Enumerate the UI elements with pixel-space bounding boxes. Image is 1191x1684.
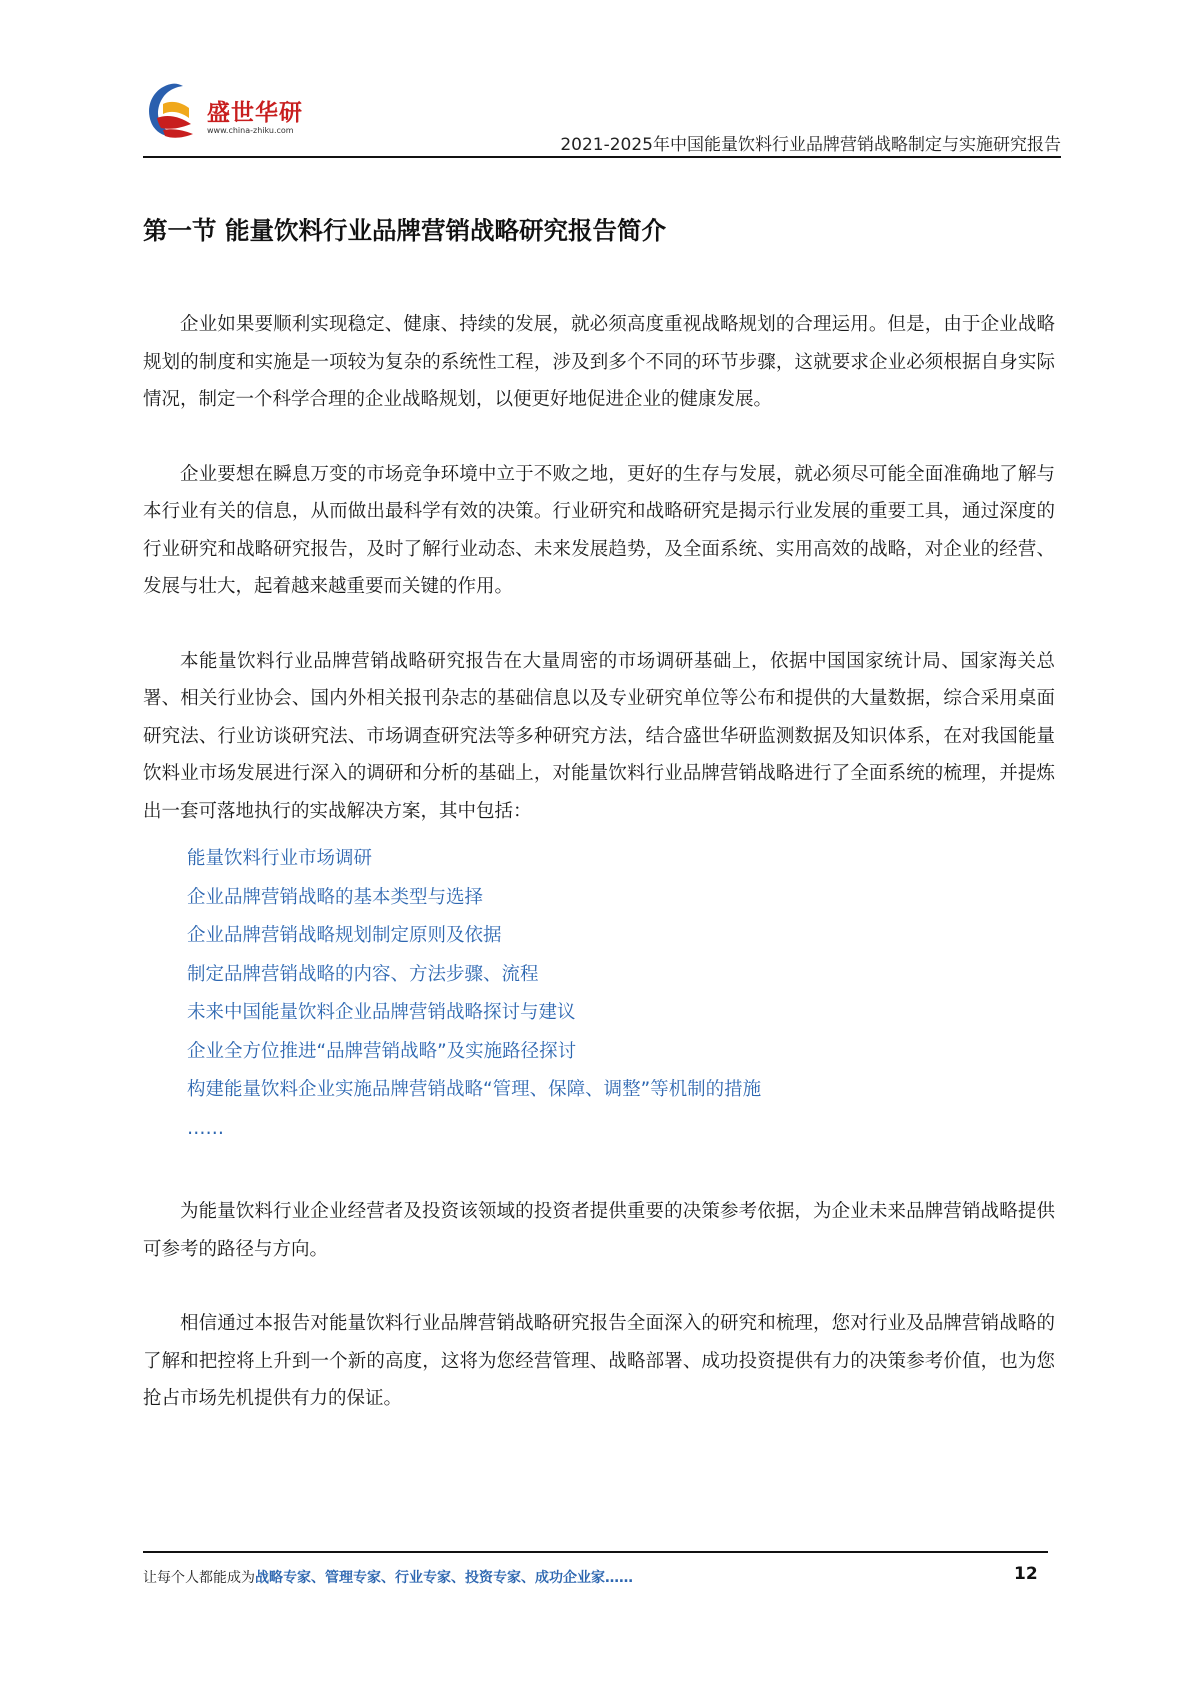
page-number: 12	[1014, 1564, 1038, 1584]
paragraph: 为能量饮料行业企业经营者及投资该领域的投资者提供重要的决策参考依据，为企业未来品牌营销战略提供可参考的路径与方向。	[143, 1201, 1055, 1260]
paragraph: 企业如果要顺利实现稳定、健康、持续的发展，就必须高度重视战略规划的合理运用。但是，由于企业战略规划的制度和实施是一项较为复杂的系统性工程，涉及到多个不同的环节步骤，这就要求企业必须根据自身实际情况，制定一个科学合理的企业战略规划，以便更好地促进企业的健康发展。	[143, 314, 1055, 410]
list-item-ellipsis: ……	[187, 1117, 224, 1139]
main-content	[143, 306, 1055, 1455]
list-item[interactable]: 企业品牌营销战略规划制定原则及依据	[187, 925, 502, 946]
page-header	[143, 78, 1061, 156]
list-item[interactable]: 企业全方位推进“品牌营销战略”及实施路径探讨	[187, 1040, 577, 1062]
logo	[143, 78, 313, 148]
paragraph: 相信通过本报告对能量饮料行业品牌营销战略研究报告全面深入的研究和梳理，您对行业及品牌营销战略的了解和把控将上升到一个新的高度，这将为您经营管理、战略部署、成功投资提供有力的决策参考价值，也为您抢占市场先机提供有力的保证。	[143, 1313, 1055, 1409]
logo-url: www.china-zhiku.com	[207, 126, 294, 135]
report-title: 2021-2025年中国能量饮料行业品牌营销战略制定与实施研究报告	[560, 135, 1061, 155]
section-title: 第一节 能量饮料行业品牌营销战略研究报告简介	[143, 216, 667, 245]
contents-list	[143, 840, 1055, 1148]
list-item[interactable]: 未来中国能量饮料企业品牌营销战略探讨与建议	[187, 1002, 576, 1023]
header-divider	[143, 156, 1061, 158]
footer-slogan	[143, 1567, 633, 1587]
paragraph: 本能量饮料行业品牌营销战略研究报告在大量周密的市场调研基础上，依据中国国家统计局、国家海关总署、相关行业协会、国内外相关报刊杂志的基础信息以及专业研究单位等公布和提供的大量数据，综合采用桌面研究法、行业访谈研究法、市场调查研究法等多种研究方法，结合盛世华研监测数据及知识体系，在对我国能量饮料业市场发展进行深入的调研和分析的基础上，对能量饮料行业品牌营销战略进行了全面系统的梳理，并提炼出一套可落地执行的实战解决方案，其中包括：	[143, 650, 1055, 822]
paragraph: 企业要想在瞬息万变的市场竞争环境中立于不败之地，更好的生存与发展，就必须尽可能全面准确地了解与本行业有关的信息，从而做出最科学有效的决策。行业研究和战略研究是揭示行业发展的重要工具，通过深度的行业研究和战略研究报告，及时了解行业动态、未来发展趋势，及全面系统、实用高效的战略，对企业的经营、发展与壮大，起着越来越重要而关键的作用。	[143, 463, 1055, 597]
list-item[interactable]: 能量饮料行业市场调研	[187, 848, 373, 869]
footer-prefix: 让每个人都能成为	[143, 1570, 255, 1586]
footer-accent: 战略专家、管理专家、行业专家、投资专家、成功企业家……	[255, 1570, 633, 1586]
logo-emblem-icon	[143, 78, 207, 144]
footer-divider	[143, 1551, 1048, 1553]
list-item[interactable]: 制定品牌营销战略的内容、方法步骤、流程	[187, 963, 539, 985]
list-item[interactable]: 企业品牌营销战略的基本类型与选择	[187, 886, 484, 908]
logo-name: 盛世华研	[207, 100, 303, 126]
list-item[interactable]: 构建能量饮料企业实施品牌营销战略“管理、保障、调整”等机制的措施	[187, 1079, 762, 1100]
